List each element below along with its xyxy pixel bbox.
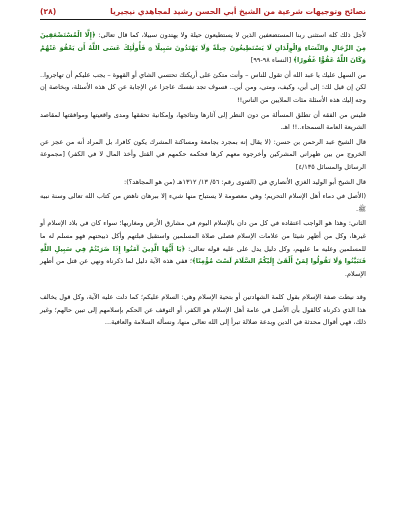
paragraph-7 xyxy=(40,217,366,280)
quote-abdulrahman: قال الشيخ عبد الرحمن بن حسن: (لا يقال إنه بمجرد بجامعة ومساكنة المشرك يكون كافرا، بل المراد أنه من عجز عن الخروج من بين ظهراني المشركين وأخرجوه معهم كرها فحكمه حكمهم في القتل وأخذ المال لا في الكفر) xyxy=(40,137,366,159)
page-number: (٢٨) xyxy=(40,7,57,16)
paragraph-1-intro: لأجل ذلك كله استثنى ربنا المستضعفين الذين لا يستطيعون حيلة ولا يهتدون سبيلا، كما قال تعالى: xyxy=(95,31,366,39)
body-text xyxy=(40,29,366,329)
paragraph-5: قال الشيخ أبو الوليد الغزي الأنصاري في (الفتوى رقم: ٥٦/ ١٣/ ١٣١٢هـ (من هو المجاهد؟): xyxy=(124,177,366,186)
paragraph-7-outro: ؛ ففي هذه الآية دليل لما ذكرناه ونهي عن قتل من أظهر الإسلام. xyxy=(40,257,366,278)
paragraph-gap xyxy=(40,282,366,291)
paragraph-4 xyxy=(40,136,366,174)
page-header xyxy=(40,4,366,20)
paragraph-2: من السهل عليك يا عبد الله أن تقول للناس – وأنت متكئ على أريكتك تحتسي الشاي أو القهوة – يجب عليكم أن تهاجروا.. لكن إن قيل لك: إلى أين، وكيف، ومتى، ومن أين.. فسوف تجد نفسك عاجزا عن الإجابة عن كل هذه الأسئلة، وبخاصة إن وجه إليك هذه الأسئلة مئات الملايين من الناس!! xyxy=(40,70,366,104)
paragraph-7-intro: الثاني: وهذا هو الواجب اعتقاده في كل من دان بالإسلام اليوم في مشارق الأرض ومغاربها؛ سواء كان في بلاد الإسلام أو غيرها، وكل من أظهر شيئا من علامات الإسلام فصلى صلاة المسلمين واستقبل قبلتهم وأكل ذبيحتهم فهو مسلم له ما للمسلمين وعليه ما عليهم، وكل دليل يدل على عليه قوله تعالى: xyxy=(40,219,366,253)
quran-verse-tabayyanu: ﴿يَا أَيُّهَا الَّذِينَ آمَنُوا إِذَا ضَرَبْتُمْ فِي سَبِيلِ اللَّهِ فَتَبَيَّنُوا وَلَا تَقُولُوا لِمَنْ أَلْقَىٰ إِلَيْكُمُ السَّلَامَ لَسْتَ مُؤْمِنًا﴾ xyxy=(40,244,366,266)
header-title: نصائح وتوجيهات شرعية من الشيخ أبي الحسن رشيد لمجاهدي نيجيريا xyxy=(110,7,366,16)
citation-majmua: [مجموعة الرسائل والمسائل ٤/١٣٥] xyxy=(40,150,366,171)
paragraph-3: فليس من الفقه أن تطلق المسألة من دون النظر إلى آثارها ونتائجها، وإمكانية تحققها ومدى واقعيتها وموافقتها لمقاصد الشريعة العامة السمحاء..!! اهـ. xyxy=(40,110,366,132)
paragraph-6: (الأصل في دماء أهل الإسلام التحريم؛ وهي معصومة لا يستباح منها شيء إلا ببرهان ناهض من كتاب الله تعالى وسنة نبيه ﷺ. xyxy=(40,192,366,213)
quran-verse-nisa: ﴿إِلَّا الْمُسْتَضْعَفِينَ مِنَ الرِّجَالِ وَالنِّسَاءِ وَالْوِلْدَانِ لَا يَسْتَطِيعُونَ حِيلَةً وَلَا يَهْتَدُونَ سَبِيلًا ۞ فَأُولَٰئِكَ عَسَى اللَّهُ أَن يَعْفُوَ عَنْهُمْ وَكَانَ اللَّهُ عَفُوًّا غَفُورًا﴾ xyxy=(40,31,366,65)
paragraph-1 xyxy=(40,29,366,67)
paragraph-8: وقد نيطت صفة الإسلام بقول كلمة الشهادتين أو بتحية الإسلام وهي: السلام عليكم؛ كما دلت عليه الآية، وكل قول يخالف هذا الذي ذكرناه كالقول بأن الأصل في عامة أهل الإسلام هو الكفر، أو التوقف عن الحكم بإسلامهم إلى تبين حالهم؛ وغير ذلك، فهي أقوال محدثة في الدين وبدعة ضلالة تبرأ إلى الله تعالى منها، ونسأله السلامة والعافية... xyxy=(40,293,366,327)
quran-reference-nisa: [النساء ٩٨-٩٩] xyxy=(250,56,294,65)
